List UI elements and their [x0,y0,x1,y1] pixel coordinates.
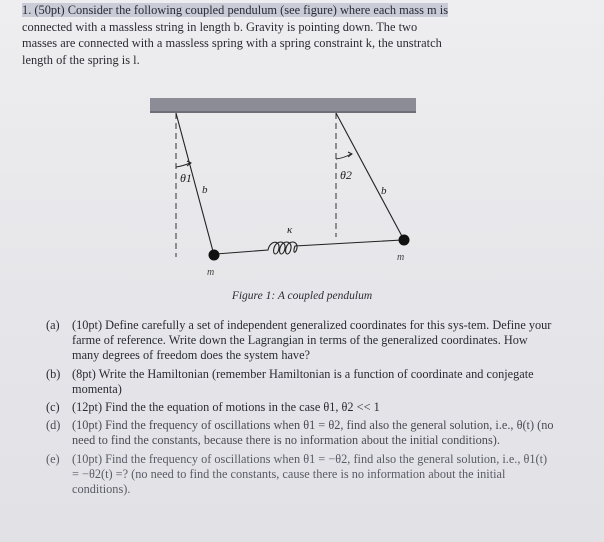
question-d-text: (10pt) Find the frequency of oscillations when θ1 = θ2, find also the general solution, i.e., θ(t) (no need to find the constants, because there is no information about the initial conditions). [72,418,554,448]
figure-caption: Figure 1: A coupled pendulum [231,290,373,302]
question-d [46,418,556,448]
problem-line1-text: Consider the following coupled pendulum (see figure) where each mass m is [67,3,449,17]
question-b-label: (b) [46,366,61,381]
problem-statement [22,2,588,68]
ceiling-bar [150,98,416,112]
question-d-label: (d) [46,418,61,433]
pendulum-diagram [150,92,450,287]
problem-line-2: connected with a massless string in length b. Gravity is pointing down. The two [22,19,418,34]
problem-number: 1. [22,3,32,17]
right-m-label: m [397,252,405,263]
right-b-label: b [381,185,387,197]
question-e [46,452,556,498]
question-a [46,318,556,364]
spring [216,240,402,254]
ceiling-bar-edge [150,111,416,113]
question-c [46,400,556,415]
problem-line-4: length of the spring is l. [22,52,140,67]
question-a-text: (10pt) Define carefully a set of independent generalized coordinates for this sys-tem. Define your farme of reference. Write down the Lagrangian in terms of the generalized coordinates. How many degrees of freedom does the system have? [72,318,552,363]
problem-line-1 [22,2,588,19]
coupled-pendulum-figure [150,92,450,287]
question-e-text: (10pt) Find the frequency of oscillations when θ1 = −θ2, find also the general solution, i.e., θ1(t) = −θ2(t) =? (no need to find the constants, cause there is no information about the initial conditions). [72,451,548,497]
question-e-label: (e) [46,451,60,466]
question-c-text: (12pt) Find the the equation of motions in the case θ1, θ2 << 1 [72,400,380,415]
right-mass [399,235,410,246]
left-m-label: m [207,267,215,278]
theta2-label: θ2 [340,168,352,182]
question-a-label: (a) [46,318,60,332]
problem-line-3: masses are connected with a massless spring with a spring constraint k, the unstratch [22,36,442,50]
question-b [46,367,556,397]
question-list [46,318,556,500]
problem-points: (50pt) [34,3,65,17]
question-b-text: (8pt) Write the Hamiltonian (remember Hamiltonian is a function of coordinate and conjegate momenta) [72,366,534,396]
left-b-label: b [202,184,208,196]
kappa-label: κ [287,224,293,236]
theta1-label: θ1 [180,171,192,185]
left-mass [209,250,220,261]
question-c-label: (c) [46,400,60,415]
problem-number-highlight [22,3,448,17]
